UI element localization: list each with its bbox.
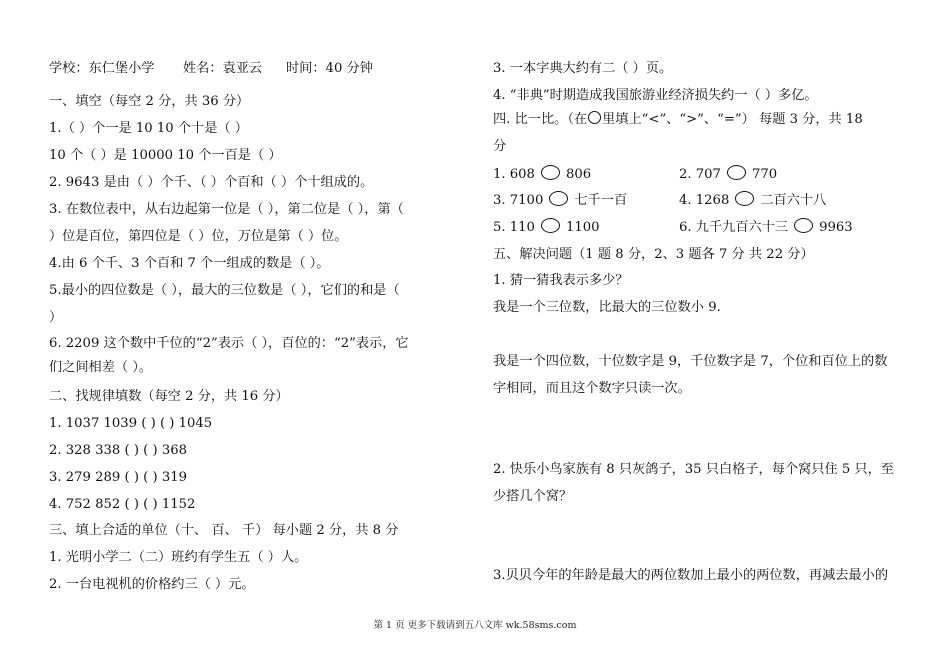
circle-icon [588,111,601,124]
compare-circle-blank[interactable] [727,165,746,180]
question-line: 1.（ ）个一是 10 10 个十是（ ） [49,121,248,136]
pattern-row: 1. 1037 1039 ( ) ( ) 1045 [49,416,213,431]
question-line: 我是一个四位数，十位数字是 9，千位数字是 7，个位和百位上的数 [493,354,888,369]
compare-circle-blank[interactable] [794,218,813,233]
section-5-heading: 五、解决问题（1 题 8 分，2、3 题各 7 分 共 22 分） [493,247,814,262]
compare-circle-blank[interactable] [541,165,560,180]
question-line: 4. “非典”时期造成我国旅游业经济损失约一（ ）多亿。 [493,88,818,103]
question-line: 1. 猜一猜我表示多少？ [493,273,629,288]
compare-right-value: 806 [565,167,592,182]
compare-left-value: 2. 707 [679,167,721,182]
question-line: ） [49,310,63,325]
pattern-row: 4. 752 852 ( ) ( ) 1152 [49,497,196,512]
compare-circle-blank[interactable] [735,191,754,206]
question-line: 5.最小的四位数是（ ），最大的三位数是（ ），它们的和是（ [49,283,400,298]
compare-item [679,165,777,185]
compare-left-value: 3. 7100 [493,193,544,208]
section-4-heading [493,110,863,130]
compare-left-value: 5. 110 [493,220,535,235]
question-line: 2. 9643 是由（ ）个千、（ ）个百和（ ）个十组成的。 [49,175,374,190]
compare-item [679,191,826,211]
question-line: 6. 2209 这个数中千位的“2”表示（ ），百位的：“2”表示，它 [49,336,409,351]
compare-circle-blank[interactable] [549,191,568,206]
question-line: 们之间相差（ ）。 [49,360,153,375]
question-line: 1. 光明小学二（二）班约有学生五（ ）人。 [49,550,308,565]
compare-item [679,218,853,238]
compare-right-value: 七千一百 [574,193,628,208]
compare-item [493,191,627,211]
section-4-heading-text: 里填上“<”、“>”、“=”） 每题 3 分，共 18 [602,112,863,127]
compare-left-value: 4. 1268 [679,193,730,208]
question-line: ）位是百位，第四位是（ ）位，万位是第（ ）位。 [49,229,348,244]
time-label: 时间：40 分钟 [286,61,373,76]
pattern-row: 3. 279 289 ( ) ( ) 319 [49,470,188,485]
question-line: 字相同，而且这个数字只读一次。 [493,381,691,396]
compare-item [493,218,600,238]
school-label: 学校：东仁堡小学 [49,61,155,76]
compare-right-value: 1100 [565,220,600,235]
compare-right-value: 770 [751,167,778,182]
question-line: 少搭几个窝？ [493,489,573,504]
compare-right-value: 二百六十八 [760,193,827,208]
compare-left-value: 6. 九千九百六十三 [679,220,789,235]
pattern-row: 2. 328 338 ( ) ( ) 368 [49,443,188,458]
compare-right-value: 9963 [819,220,853,235]
section-4-heading-cont: 分 [493,139,507,154]
question-line: 2. 快乐小鸟家族有 8 只灰鸽子，35 只白格子，每个窝只住 5 只，至 [493,462,894,477]
question-line: 3. 一本字典大约有二（ ）页。 [493,61,673,76]
section-2-heading: 二、找规律填数（每空 2 分，共 16 分） [49,389,289,404]
question-line: 10 个（ ）是 10000 10 个一百是（ ） [49,148,282,163]
section-4-heading-text: 四. 比一比。（在 [493,112,588,127]
question-line: 4.由 6 个千、3 个百和 7 个一组成的数是（ ）。 [49,256,330,271]
student-name-label: 姓名：袁亚云 [183,61,263,76]
question-line: 我是一个三位数，比最大的三位数小 9. [493,300,721,315]
question-line: 3.贝贝今年的年龄是最大的两位数加上最小的两位数，再减去最小的 [493,568,889,583]
question-line: 3. 在数位表中，从右边起第一位是（ ），第二位是（ ），第（ [49,202,404,217]
compare-circle-blank[interactable] [541,218,560,233]
question-line: 2. 一台电视机的价格约三（ ）元。 [49,577,255,592]
page-footer: 第 1 页 更多下载请到五八文库 wk.58sms.com [373,620,577,631]
compare-item [493,165,591,185]
section-1-heading: 一、填空（每空 2 分，共 36 分） [49,94,250,109]
compare-left-value: 1. 608 [493,167,535,182]
section-3-heading: 三、填上合适的单位（十、 百、 千） 每小题 2 分，共 8 分 [49,523,399,538]
